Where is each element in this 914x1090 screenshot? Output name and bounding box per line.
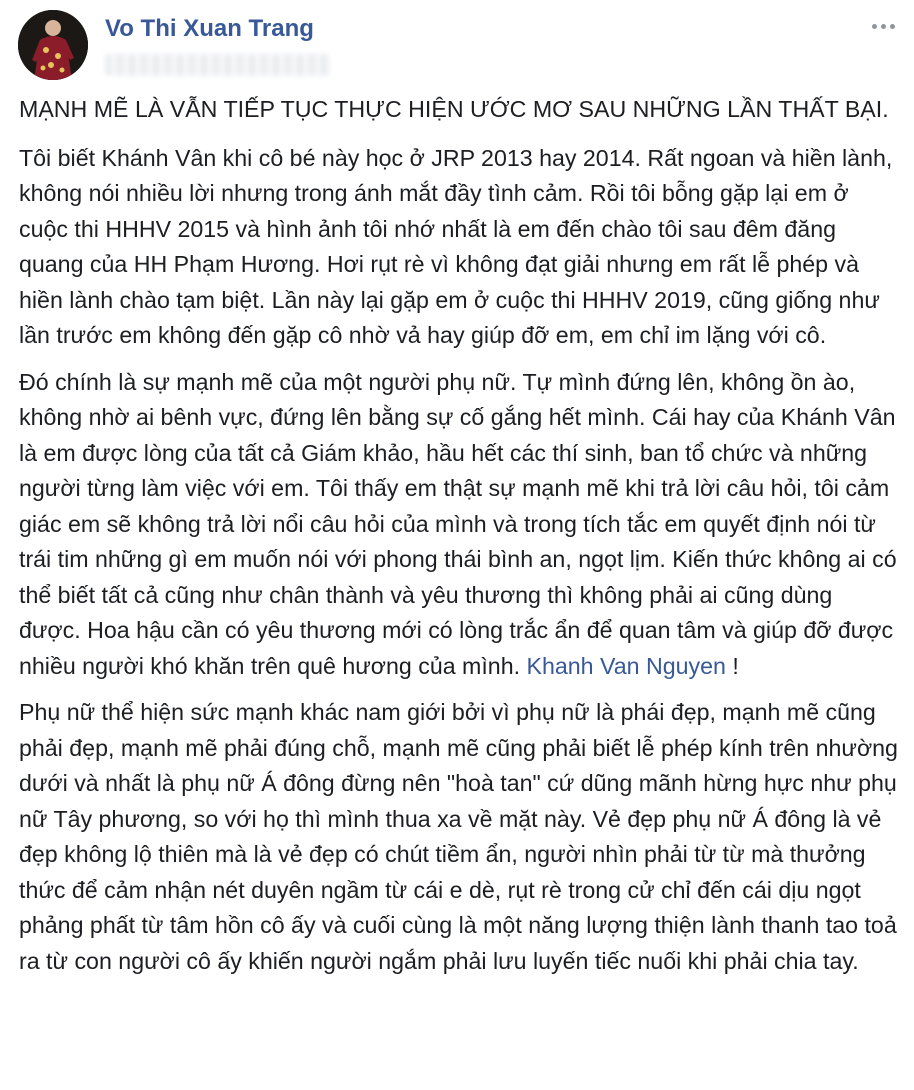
mention-link[interactable]: Khanh Van Nguyen — [526, 652, 726, 679]
paragraph-text: Đó chính là sự mạnh mẽ của một người phụ nữ. Tự mình đứng lên, không ồn ào, không nhờ ai bênh vực, đứng lên bằng sự cố gắng hết mình. Cái hay của Khánh Vân là em được lòng của tất cả Giám khảo, hầu hết các thí sinh, ban tổ chức và những người từng làm việc với em. Tôi thấy em thật sự mạnh mẽ khi trả lời câu hỏi, tôi cảm giác em sẽ không trả lời nổi câu hỏi của mình và trong tích tắc em quyết định nói từ trái tim những gì em muốn nói với phong thái bình an, ngọt lịm. Kiến thức không ai có thể biết tất cả cũng như chân thành và yêu thương thì không phải ai cũng dùng được. Hoa hậu cần có yêu thương mới có lòng trắc ẩn để quan tâm và giúp đỡ được nhiều người khó khăn trên quê hương của mình. — [19, 368, 897, 679]
more-options-button[interactable] — [868, 16, 898, 36]
post-header — [18, 10, 898, 82]
post-paragraph: Tôi biết Khánh Vân khi cô bé này học ở JRP 2013 hay 2014. Rất ngoan và hiền lành, không nói nhiều lời nhưng trong ánh mắt đầy tình cảm. Rồi tôi bỗng gặp lại em ở cuộc thi HHHV 2015 và hình ảnh tôi nhớ nhất là em đến chào tôi sau đêm đăng quang của HH Phạm Hương. Hơi rụt rè vì không đạt giải nhưng em rất lễ phép và hiền lành chào tạm biệt. Lần này lại gặp em ở cuộc thi HHHV 2019, cũng giống như lần trước em không đến gặp cô nhờ vả hay giúp đỡ em, em chỉ im lặng với cô. — [19, 144, 893, 348]
author-avatar[interactable] — [18, 10, 88, 80]
more-horizontal-icon-dot — [890, 24, 895, 29]
post-title: MẠNH MẼ LÀ VẪN TIẾP TỤC THỰC HIỆN ƯỚC MƠ SAU NHỮNG LẦN THẤT BẠI. — [19, 96, 889, 122]
author-name[interactable]: Vo Thi Xuan Trang — [105, 15, 314, 42]
post-timestamp-blurred — [105, 54, 330, 76]
post-paragraph — [19, 365, 899, 685]
more-horizontal-icon-dot — [881, 24, 886, 29]
post-paragraph: Phụ nữ thể hiện sức mạnh khác nam giới bởi vì phụ nữ là phái đẹp, mạnh mẽ cũng phải đẹp, mạnh mẽ phải đúng chỗ, mạnh mẽ cũng phải biết lễ phép kính trên nhường dưới và nhất là phụ nữ Á đông đừng nên "hoà tan" cứ dũng mãnh hừng hực như phụ nữ Tây phương, so với họ thì mình thua xa về mặt này. Vẻ đẹp phụ nữ Á đông là vẻ đẹp không lộ thiên mà là vẻ đẹp có chút tiềm ẩn, người nhìn phải từ từ mà thưởng thức để cảm nhận nét duyên ngầm từ cái e dè, rụt rè trong cử chỉ đến cái dịu ngọt phảng phất từ tâm hồn cô ấy và cuối cùng là một năng lượng thiện lành thanh tao toả ra từ con người cô ấy khiến người ngắm phải lưu luyến tiếc nuối khi phải chia tay. — [19, 699, 898, 974]
profile-photo — [18, 10, 88, 80]
post-content — [19, 92, 899, 990]
paragraph-end: ! — [732, 652, 739, 679]
more-horizontal-icon — [872, 24, 877, 29]
